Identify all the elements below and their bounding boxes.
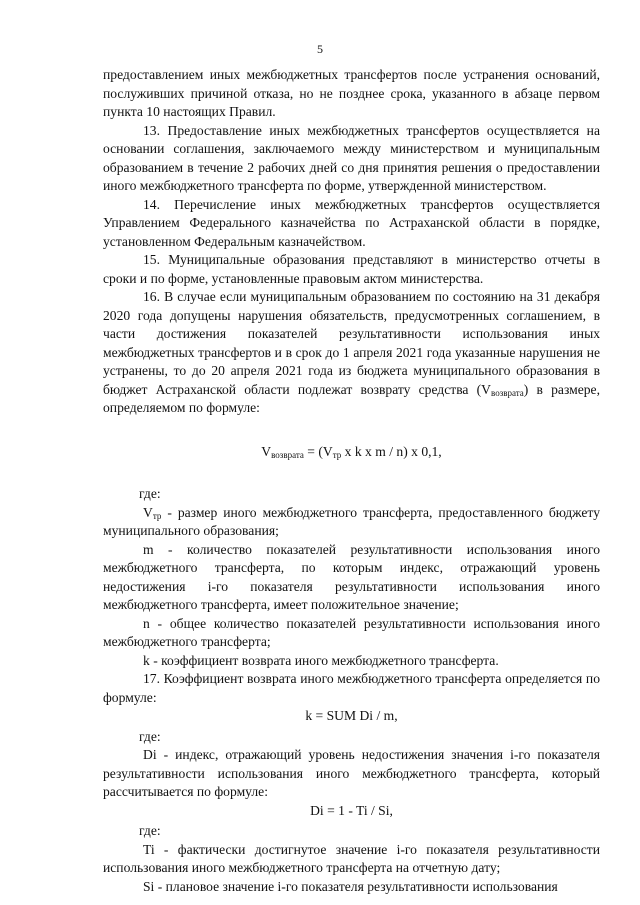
page-number: 5 (317, 42, 323, 56)
definition-k: k - коэффициент возврата иного межбюджетного трансферта. (143, 652, 499, 668)
where-label-2: где: (139, 728, 161, 744)
formula-refund-eq: = (V (303, 443, 333, 459)
definition-n: n - общее количество показателей результативности использования иного межбюджетного трансферта; (103, 615, 600, 649)
definition-m: m - количество показателей результативности использования иного межбюджетного трансферта, по которым индекс, отражающий уровень недостижения i-го показателя результативности использования иного межбюджетного трансферта, имеет положительное значение; (103, 541, 600, 612)
where-label-3: где: (139, 823, 161, 838)
formula-coefficient: k = SUM Di / m, (305, 708, 398, 723)
formula-refund-v-sub: возврата (271, 449, 304, 460)
paragraph-13: 13. Предоставление иных межбюджетных трансфертов осуществляется на основании соглашения, заключаемого между министерством и муниципальным образованием в течение 2 рабочих дней со дня принятия решения о предоставлении иного межбюджетного трансферта по форме, утвержденной министерством. (103, 122, 600, 193)
where-label-1: где: (139, 486, 161, 501)
formula-refund (103, 443, 600, 462)
definition-vtr-sub: тр (152, 510, 162, 521)
definition-vtr (103, 504, 600, 541)
document-body (103, 66, 600, 896)
definition-vtr-text: - размер иного межбюджетного трансферта, предоставленного бюджету муниципального образования; (103, 504, 600, 538)
paragraph-15: 15. Муниципальные образования представляют в министерство отчеты в сроки и по форме, установленные правовым актом министерства. (103, 252, 600, 286)
definition-vtr-v: V (143, 504, 153, 520)
formula-index: Di = 1 - Ti / Si, (310, 802, 393, 818)
paragraph-14: 14. Перечисление иных межбюджетных трансфертов осуществляется Управлением Федерального казначейства по Астраханской области в порядке, установленном Федеральным казначейством. (103, 196, 600, 249)
formula-refund-tr-sub: тр (332, 449, 342, 460)
formula-refund-rest: x k x m / n) x 0,1, (341, 443, 442, 459)
paragraph-12-tail: предоставлением иных межбюджетных трансфертов после устранения оснований, послуживших причиной отказа, но не позднее срока, указанного в абзаце первом пункта 10 настоящих Правил. (103, 67, 600, 119)
definition-si: Si - плановое значение i-го показателя результативности использования (143, 878, 558, 894)
paragraph-16-end: ) в размере, определяемом по формуле: (103, 381, 600, 415)
paragraph-17: 17. Коэффициент возврата иного межбюджетного трансферта определяется по формуле: (103, 671, 600, 705)
paragraph-16-subscript: возврата (491, 387, 524, 398)
paragraph-16 (103, 288, 600, 418)
paragraph-16-text: 16. В случае если муниципальным образованием по состоянию на 31 декабря 2020 года допущены нарушения обязательств, предусмотренных соглашением, в части достижения показателей результативности использования иных межбюджетных трансфертов и в срок до 1 апреля 2021 года указанные нарушения не устранены, то до 20 апреля 2021 года из бюджета муниципального образования в бюджет Астраханской области подлежат возврату средства (V (103, 289, 600, 397)
formula-refund-v: V (261, 443, 272, 459)
definition-ti: Ti - фактически достигнутое значение i-го показателя результативности использования иного межбюджетного трансферта на отчетную дату; (103, 841, 600, 875)
definition-di: Di - индекс, отражающий уровень недостижения значения i-го показателя результативности использования иного межбюджетного трансферта, который рассчитывается по формуле: (103, 747, 600, 799)
